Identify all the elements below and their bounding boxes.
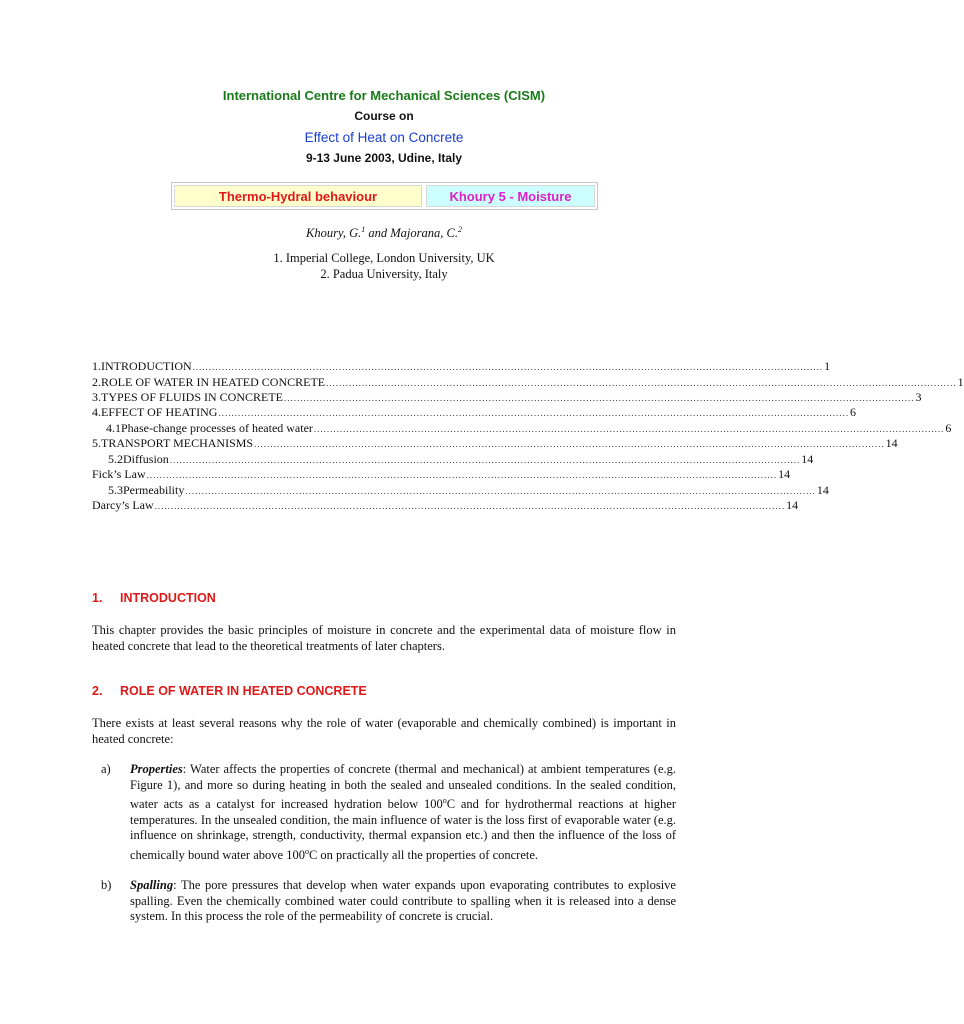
toc-leader: ..................................................................................................................................................................................................: [254, 439, 885, 449]
toc-number: 3.: [92, 390, 101, 404]
course-title: Effect of Heat on Concrete: [304, 130, 464, 145]
section-number: 1.: [92, 591, 103, 605]
toc-label: Darcy’s Law: [92, 498, 154, 512]
section-title: INTRODUCTION: [120, 591, 216, 605]
toc-page: 14: [778, 467, 791, 481]
section-1-paragraph: This chapter provides the basic principles of moisture in concrete and the experimental data of moisture flow in heated concrete that lead to the theoretical treatments of later chapters.: [92, 623, 676, 653]
toc-label: TRANSPORT MECHANISMS: [101, 436, 254, 450]
section-number: 2.: [92, 684, 103, 698]
toc-row[interactable]: [92, 421, 952, 436]
degree-symbol: o: [304, 846, 309, 856]
list-term: Spalling: [130, 878, 174, 892]
toc-number: 2.: [92, 375, 101, 389]
toc-row[interactable]: [92, 359, 831, 374]
toc-number: 5.3: [108, 483, 123, 497]
author-1: Khoury, G.: [306, 226, 362, 241]
organization-title: International Centre for Mechanical Sciences (CISM): [222, 88, 546, 103]
toc-page: 6: [945, 421, 952, 435]
degree-symbol: o: [442, 796, 447, 805]
toc-label: Diffusion: [123, 452, 169, 466]
toc-row[interactable]: [92, 452, 814, 467]
toc-page: 14: [885, 436, 898, 450]
toc-row[interactable]: [92, 390, 922, 405]
list-text: C on practically all the properties of concrete.: [308, 847, 539, 862]
toc-page: 6: [849, 405, 856, 419]
list-item: [92, 762, 676, 863]
list-text: : Water affects the properties of concrete (thermal and mechanical) at ambient temperatures (e.g. Figure 1), and more so during heating in both the sealed and unsealed conditions. In the sealed condition, water acts as a catalyst for increased hydration below 100: [130, 762, 676, 812]
toc-row[interactable]: [92, 498, 799, 513]
author-2: and Majorana, C.: [365, 226, 458, 241]
toc-leader: ..................................................................................................................................................................................................: [154, 501, 786, 511]
toc-row[interactable]: [92, 436, 898, 451]
toc-page: 14: [816, 483, 829, 497]
toc-number: 4.1: [106, 421, 121, 435]
toc-row[interactable]: [92, 467, 791, 482]
toc-leader: ..................................................................................................................................................................................................: [192, 362, 824, 372]
affiliation-1: 1. Imperial College, London University, UK: [273, 251, 495, 265]
toc-label: Permeability: [123, 483, 185, 497]
toc-label: ROLE OF WATER IN HEATED CONCRETE: [101, 375, 326, 389]
toc-page: 14: [801, 452, 814, 466]
banner-topic: Thermo-Hydral behaviour: [174, 185, 422, 207]
toc-page: 3: [915, 390, 922, 404]
list-marker: a): [101, 762, 111, 776]
toc-number: 1.: [92, 359, 101, 373]
authors-line: [0, 225, 768, 241]
toc-label: EFFECT OF HEATING: [101, 405, 218, 419]
banner-chapter: Khoury 5 - Moisture: [426, 185, 595, 207]
toc-leader: ..................................................................................................................................................................................................: [218, 408, 849, 418]
affiliation-2: 2. Padua University, Italy: [320, 267, 448, 281]
toc-leader: ..................................................................................................................................................................................................: [146, 470, 778, 480]
list-item-body: [130, 762, 676, 863]
list-item-body: [130, 878, 676, 925]
list-text: : The pore pressures that develop when water expands upon evaporating contributes to explosive spalling. Even the chemically combined water could contribute to spalling when it is released into a dense system. In this process the role of the permeability of concrete is crucial.: [130, 878, 676, 923]
toc-row[interactable]: [92, 375, 964, 390]
toc-label: TYPES OF FLUIDS IN CONCRETE: [101, 390, 284, 404]
toc-row[interactable]: [92, 483, 829, 498]
toc-page: 1: [824, 359, 831, 373]
list-marker: b): [101, 878, 112, 892]
list-term: Properties: [130, 762, 183, 776]
section-title: ROLE OF WATER IN HEATED CONCRETE: [120, 684, 367, 698]
toc-label: INTRODUCTION: [101, 359, 192, 373]
toc-leader: ..................................................................................................................................................................................................: [313, 424, 945, 434]
toc-number: 4.: [92, 405, 101, 419]
chapter-banner: [171, 182, 598, 210]
list-item: [92, 878, 676, 925]
course-date-place: 9-13 June 2003, Udine, Italy: [305, 151, 463, 165]
course-on-label: Course on: [354, 109, 414, 123]
section-1-heading: [92, 591, 216, 605]
section-2-heading: [92, 684, 367, 698]
toc-page: 1: [957, 375, 964, 389]
toc-number: 5.: [92, 436, 101, 450]
toc-page: 14: [786, 498, 799, 512]
toc-leader: ..................................................................................................................................................................................................: [284, 393, 915, 403]
toc-leader: ..................................................................................................................................................................................................: [326, 378, 957, 388]
author-2-affiliation-mark: 2: [457, 225, 462, 234]
list-text: C and for hydrothermal reactions at higher temperatures. In the unsealed condition, the main influence of water is the loss first of evaporable water (e.g. influence on shrinkage, strength, conductivity, thermal expansion etc.) and then the influence of the loss of chemically bound water above 100: [130, 797, 677, 862]
author-1-affiliation-mark: 1: [361, 225, 366, 234]
section-2-paragraph: There exists at least several reasons why the role of water (evaporable and chemically combined) is important in heated concrete:: [92, 716, 676, 746]
toc-leader: ..................................................................................................................................................................................................: [185, 486, 816, 496]
toc-row[interactable]: [92, 405, 856, 420]
toc-leader: ..................................................................................................................................................................................................: [169, 455, 801, 465]
toc-number: 5.2: [108, 452, 123, 466]
toc-label: Phase-change processes of heated water: [121, 421, 313, 435]
toc-label: Fick’s Law: [92, 467, 146, 481]
